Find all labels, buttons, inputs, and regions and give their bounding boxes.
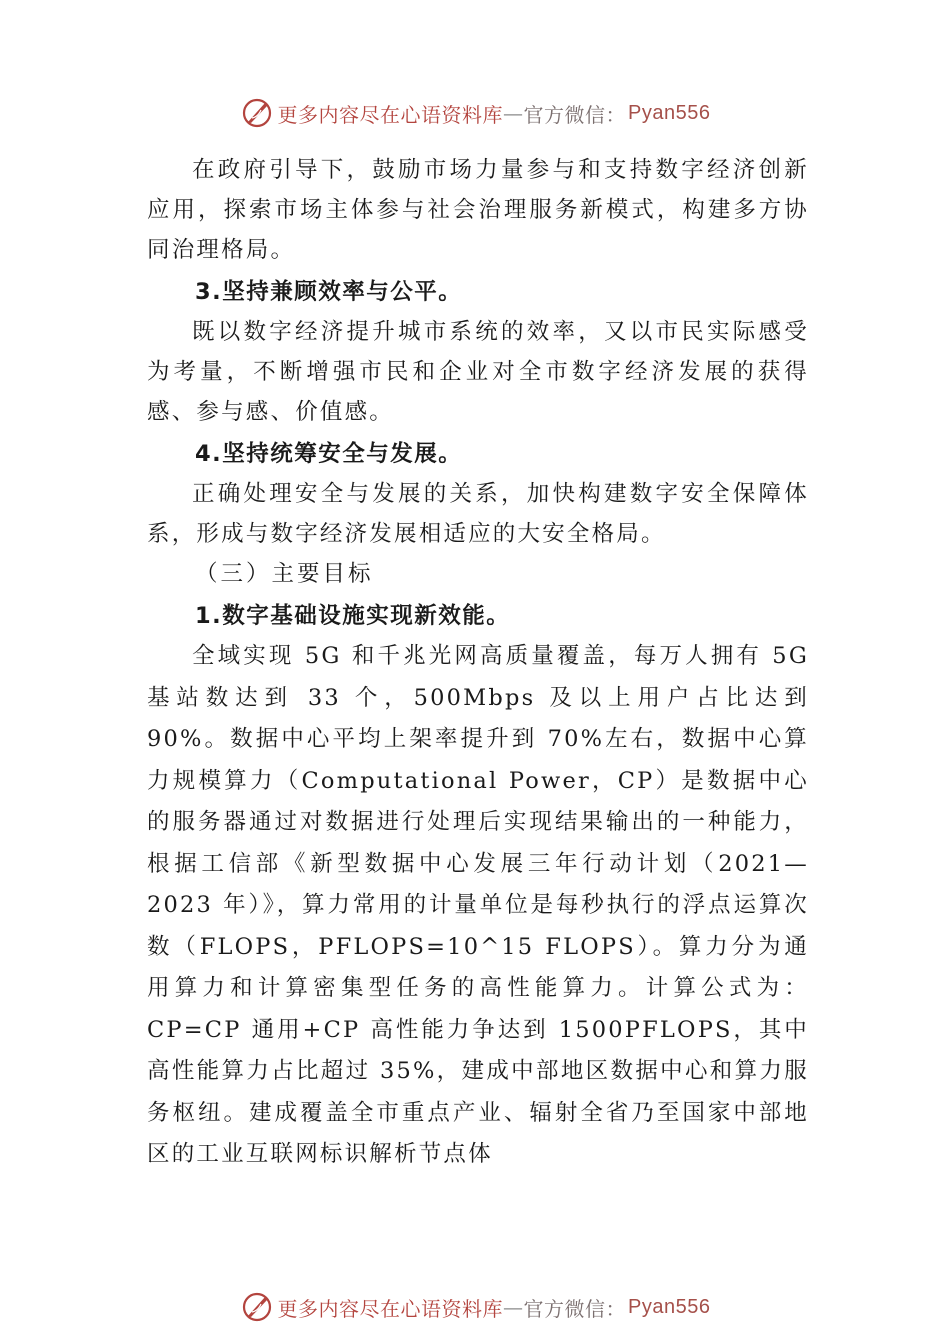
heading-digital-infrastructure: 1.数字基础设施实现新效能。 [195, 603, 511, 629]
heading-efficiency-fairness: 3.坚持兼顾效率与公平。 [195, 279, 463, 305]
watermark-wechat-id: Pyan556 [628, 1295, 711, 1318]
paragraph-efficiency: 既以数字经济提升城市系统的效率，又以市民实际感受为考量，不断增强市民和企业对全市数字经济发展的获得感、参与感、价值感。 [147, 319, 809, 425]
watermark-label: 官方微信： [523, 102, 627, 127]
quill-logo-icon [240, 96, 274, 130]
paragraph-market-forces: 在政府引导下，鼓励市场力量参与和支持数字经济创新应用，探索市场主体参与社会治理服务新模式，构建多方协同治理格局。 [147, 157, 809, 263]
paragraph-security: 正确处理安全与发展的关系，加快构建数字安全保障体系，形成与数字经济发展相适应的大安全格局。 [147, 481, 809, 547]
watermark-brand: 更多内容尽在心语资料库 [277, 102, 504, 127]
quill-logo-icon [240, 1290, 274, 1324]
watermark-separator: — [503, 1295, 524, 1319]
section-main-goals: （三）主要目标 [195, 561, 374, 587]
heading-security-development: 4.坚持统筹安全与发展。 [195, 441, 463, 467]
watermark-separator: — [503, 101, 524, 125]
document-body [147, 150, 809, 1176]
header-watermark [0, 96, 950, 130]
watermark-wechat-id: Pyan556 [628, 101, 711, 124]
footer-watermark [0, 1290, 950, 1324]
watermark-brand: 更多内容尽在心语资料库 [277, 1296, 504, 1321]
watermark-label: 官方微信： [523, 1296, 627, 1321]
paragraph-infrastructure: 全域实现 5G 和千兆光网高质量覆盖，每万人拥有 5G 基站数达到 33 个，500Mbps 及以上用户占比达到 90%。数据中心平均上架率提升到 70%左右，数据中心算力规模算力（Computational Power，CP）是数据中心的服务器通过对数据进行处理后实现结果输出的一种能力，根据工信部《新型数据中心发展三年行动计划（2021—2023 年）》，算力常用的计量单位是每秒执行的浮点运算次数（FLOPS，PFLOPS=10^15 FLOPS）。算力分为通用算力和计算密集型任务的高性能算力。计算公式为：CP=CP 通用+CP 高性能力争达到 1500PFLOPS，其中高性能算力占比超过 35%，建成中部地区数据中心和算力服务枢纽。建成覆盖全市重点产业、辐射全省乃至国家中部地区的工业互联网标识解析节点体 [147, 643, 809, 1167]
